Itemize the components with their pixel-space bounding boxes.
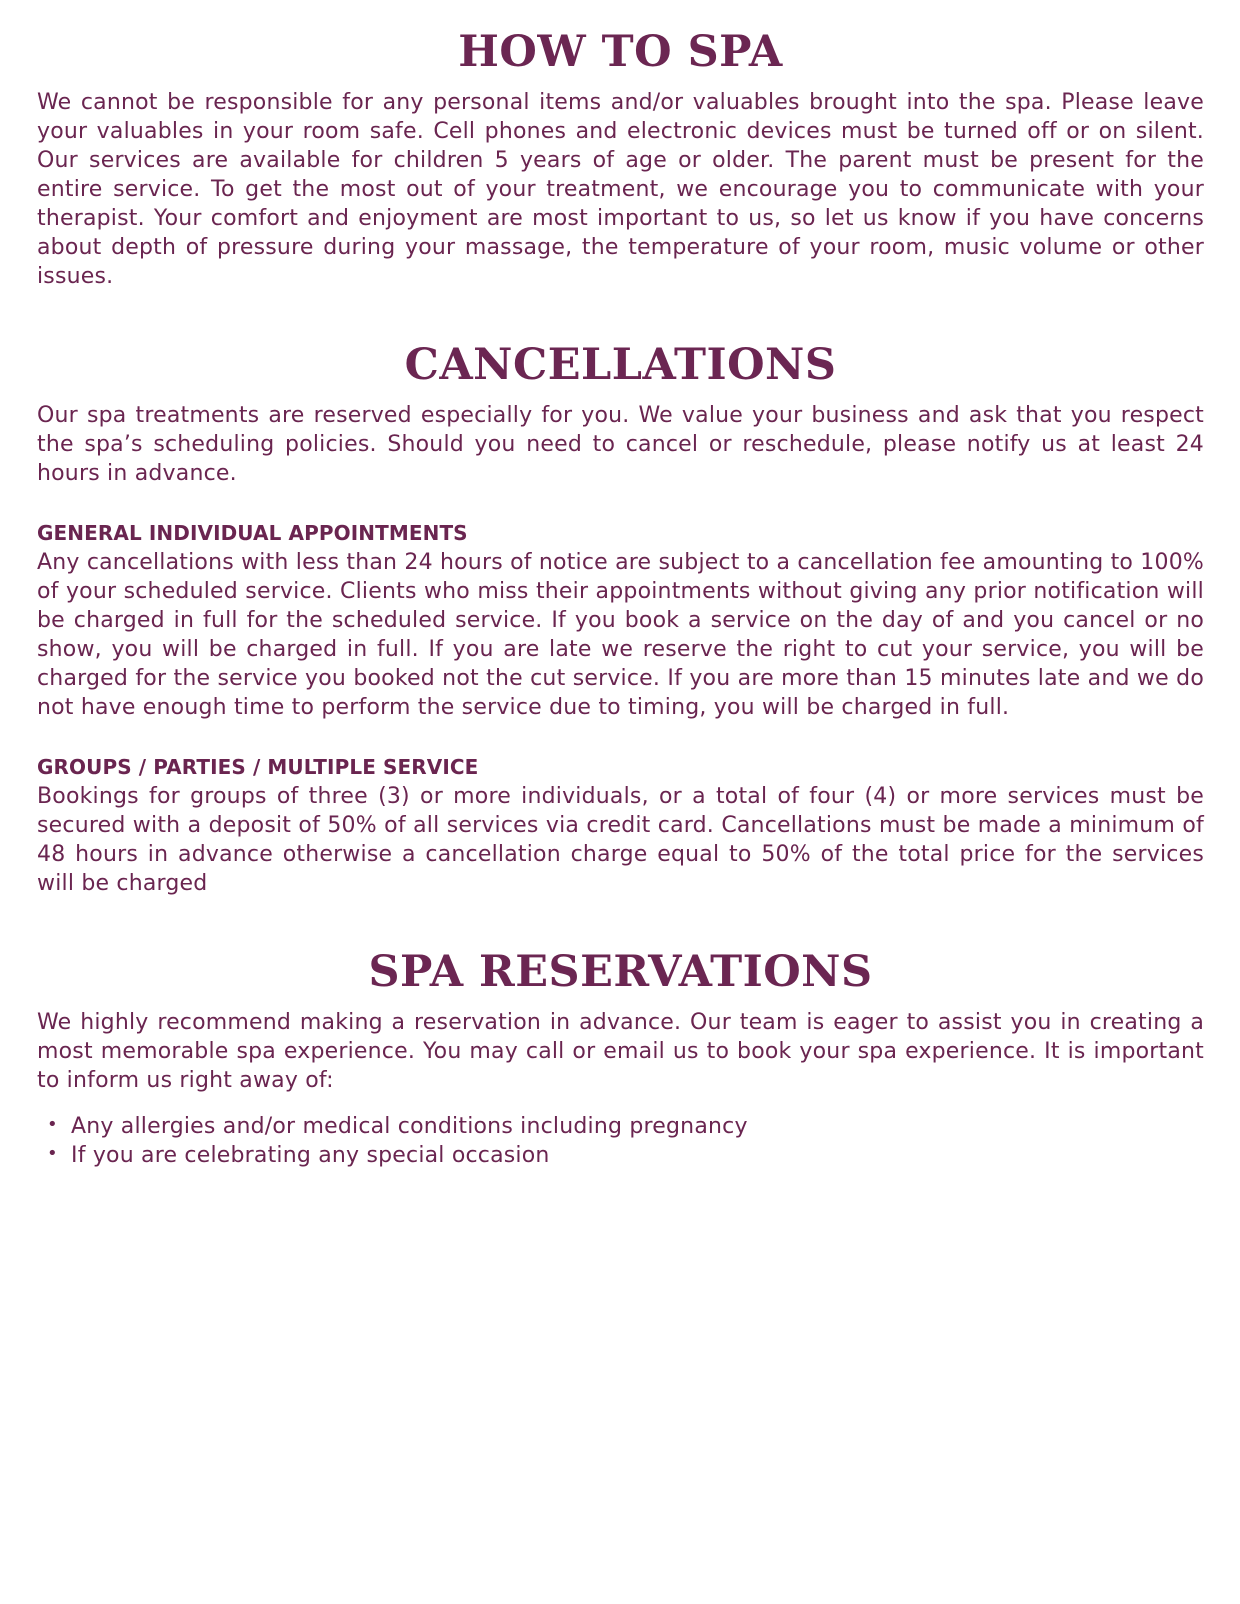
- individual-appointments-heading: GENERAL INDIVIDUAL APPOINTMENTS: [37, 521, 468, 545]
- groups-heading: GROUPS / PARTIES / MULTIPLE SERVICE: [37, 755, 479, 779]
- spa-reservations-body: We highly recommend making a reservation in advance. Our team is eager to assist you in creating a most memorable spa experience. You may call or email us to book your spa experience. It is important to inform us right away of:: [37, 1010, 1204, 1093]
- spa-reservations-title: SPA RESERVATIONS: [368, 947, 873, 997]
- reservation-notes-list: [37, 1112, 1204, 1170]
- list-item: [47, 1141, 1204, 1170]
- bullet-icon: •: [47, 1143, 58, 1164]
- groups-body: Bookings for groups of three (3) or more individuals, or a total of four (4) or more services must be secured with a deposit of 50% of all services via credit card. Cancellations must be made a minimum of 48 hours in advance otherwise a cancellation charge equal to 50% of the total price for the services will be charged: [37, 784, 1204, 896]
- bullet-icon: •: [47, 1114, 58, 1135]
- list-item-text: If you are celebrating any special occasion: [71, 1143, 550, 1168]
- list-item-text: Any allergies and/or medical conditions including pregnancy: [71, 1114, 748, 1139]
- how-to-spa-title: HOW TO SPA: [458, 27, 783, 77]
- cancellations-section: [37, 339, 1204, 898]
- list-item: [47, 1112, 1204, 1141]
- how-to-spa-body: We cannot be responsible for any personal items and/or valuables brought into the spa. Please leave your valuables in your room safe. Cell phones and electronic devices must be turned off or on silent. Our services are available for children 5 years of age or older. The parent must be present for the entire service. To get the most out of your treatment, we encourage you to communicate with your therapist. Your comfort and enjoyment are most important to us, so let us know if you have concerns about depth of pressure during your massage, the temperature of your room, music volume or other issues.: [37, 90, 1204, 289]
- spa-reservations-section: [37, 946, 1204, 1170]
- cancellations-intro: Our spa treatments are reserved especially for you. We value your business and ask that you respect the spa’s scheduling policies. Should you need to cancel or reschedule, please notify us at least 24 hours in advance.: [37, 403, 1204, 486]
- cancellations-title: CANCELLATIONS: [404, 340, 837, 390]
- how-to-spa-section: [37, 26, 1204, 291]
- individual-appointments-body: Any cancellations with less than 24 hours of notice are subject to a cancellation fee amounting to 100% of your scheduled service. Clients who miss their appointments without giving any prior notification will be charged in full for the scheduled service. If you book a service on the day of and you cancel or no show, you will be charged in full. If you are late we reserve the right to cut your service, you will be charged for the service you booked not the cut service. If you are more than 15 minutes late and we do not have enough time to perform the service due to timing, you will be charged in full.: [37, 550, 1204, 720]
